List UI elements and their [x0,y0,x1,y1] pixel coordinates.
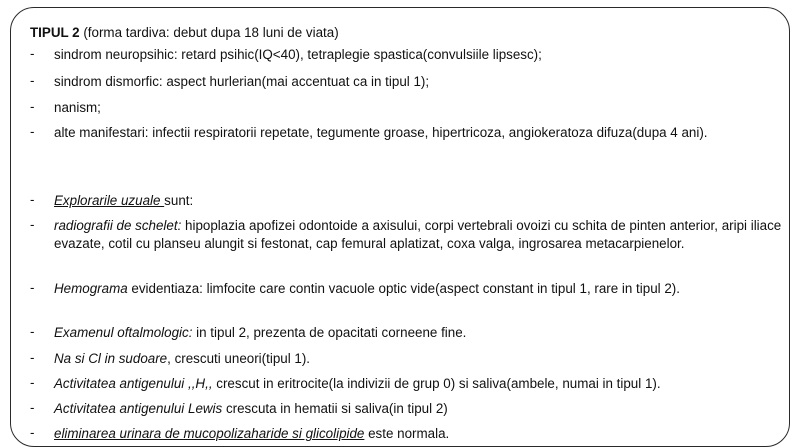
bullet-dash: - [30,280,35,295]
bullet-dash: - [30,375,35,390]
item-italic: Na si Cl in sudoare [54,351,168,366]
item-rest: este normala. [364,426,450,441]
bullet-dash: - [30,217,35,232]
bullet-dash: - [30,124,35,139]
list-item-text [54,350,792,368]
item-italic: radiografii de schelet: [54,218,182,233]
item-rest: crescut in eritrocite(la indivizii de grup 0) si saliva(ambele, numai in tipul 1). [212,376,661,391]
list-item-text [54,217,792,253]
explorations-heading-rest: sunt: [164,193,194,208]
item-italic: eliminarea urinara de mucopolizaharide si glicolipide [54,426,365,441]
section-title [30,25,339,40]
explorations-heading [54,192,792,210]
bullet-dash: - [30,425,35,440]
item-rest: hipoplazia apofizei odontoide a axisului, corpi vertebrali ovoizi cu schita de pinten anterior, aripi iliace evazate, cotil cu planseu alungit si festonat, cap femural aplatizat, coxa valga, ingrosarea metacarpienelor. [54,218,782,251]
bullet-dash: - [30,192,35,207]
title-bold: TIPUL 2 [30,25,80,40]
item-italic: Activitatea antigenului Lewis [54,401,223,416]
list-item-text: alte manifestari: infectii respiratorii repetate, tegumente groase, hipertricoza, angiokeratoza difuza(dupa 4 ani). [54,125,708,140]
title-rest: (forma tardiva: debut dupa 18 luni de viata) [79,25,339,40]
bullet-dash: - [30,73,35,88]
bullet-dash: - [30,99,35,114]
item-italic: Hemograma [54,281,128,296]
list-item-text [54,425,792,443]
item-italic: Examenul oftalmologic: [54,325,193,340]
list-item-text: sindrom neuropsihic: retard psihic(IQ<40), tetraplegie spastica(convulsiile lipsesc); [54,47,542,62]
item-rest: crescuta in hematii si saliva(in tipul 2) [222,401,448,416]
list-item-text [54,400,792,418]
list-item-text [54,280,792,298]
item-rest: in tipul 2, prezenta de opacitati corneene fine. [192,325,467,340]
explorations-heading-italic: Explorarile uzuale [54,193,165,208]
item-rest: evidentiaza: limfocite care contin vacuole optic vide(aspect constant in tipul 1, rare in tipul 2). [127,281,680,296]
bullet-dash: - [30,400,35,415]
bullet-dash: - [30,324,35,339]
list-item-text [54,375,792,393]
list-item-text [54,324,792,342]
bullet-dash: - [30,350,35,365]
list-item-text: sindrom dismorfic: aspect hurlerian(mai accentuat ca in tipul 1); [54,74,430,89]
item-italic: Activitatea antigenului ,,H,, [54,376,213,391]
list-item-text: nanism; [54,100,101,115]
item-rest: , crescuti uneori(tipul 1). [167,351,311,366]
bullet-dash: - [30,46,35,61]
